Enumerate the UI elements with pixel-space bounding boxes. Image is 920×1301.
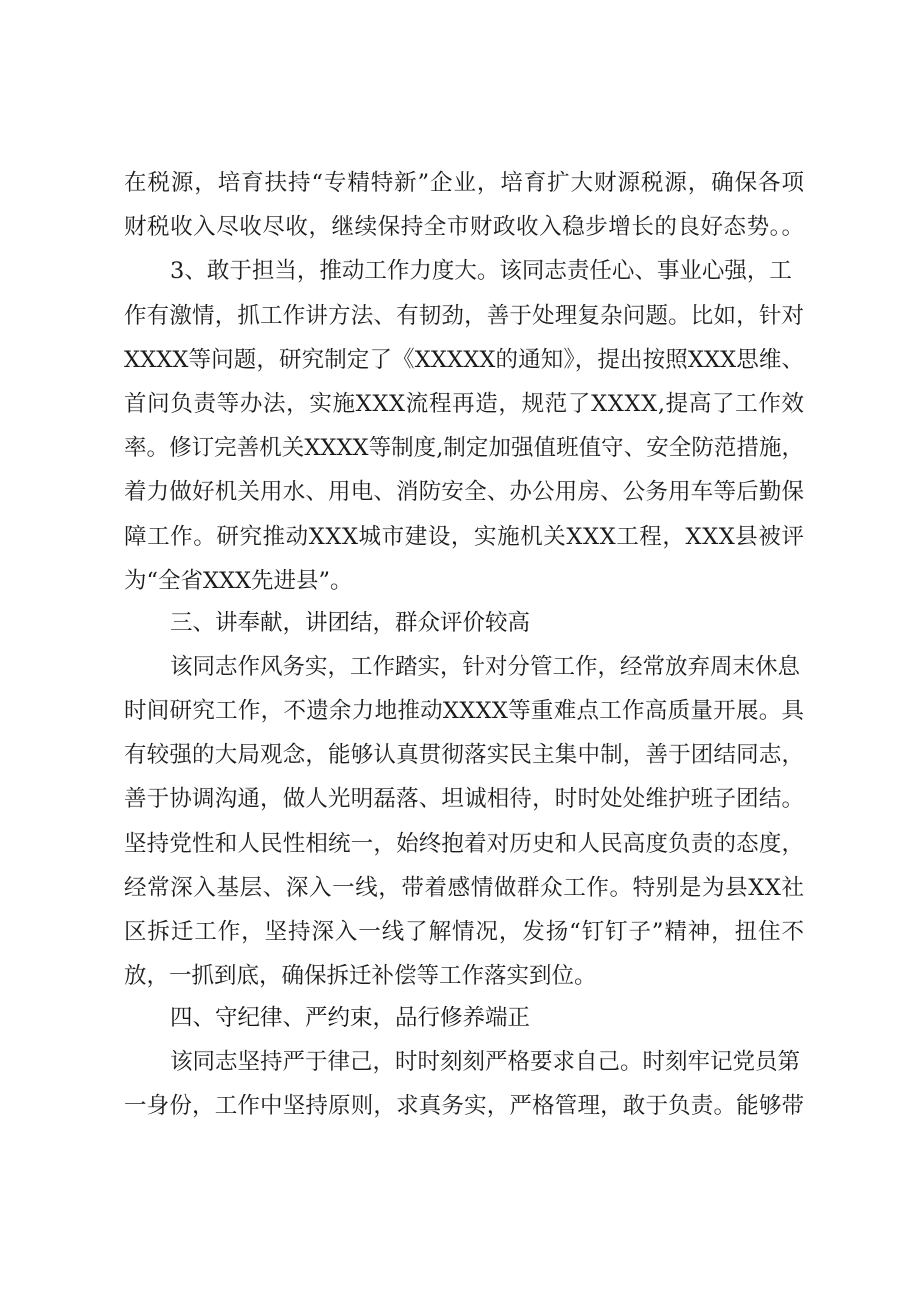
body-line: 财税收入尽收尽收，继续保持全市财政收入稳步增长的良好态势。。 [124, 214, 805, 240]
body-line: 为“全省XXX先进县”。 [124, 568, 353, 594]
body-line: 着力做好机关用水、用电、消防安全、办公用房、公务用车等后勤保 [124, 479, 805, 505]
body-line: 该同志作风务实，工作踏实，针对分管工作，经常放弃周末休息 [170, 654, 801, 680]
body-line: 时间研究工作，不遗余力地推动XXXX等重难点工作高质量开展。具 [124, 698, 805, 724]
body-line: 放，一抓到底，确保拆迁补偿等工作落实到位。 [124, 963, 597, 989]
body-line: 首问负责等办法，实施XXX流程再造，规范了XXXX,提高了工作效 [124, 391, 805, 417]
body-line: 经常深入基层、深入一线，带着感情做群众工作。特别是为县XX社 [124, 875, 805, 901]
section-heading-4: 四、守纪律、严约束，品行修养端正 [170, 1005, 531, 1031]
body-line: 该同志坚持严于律己，时时刻刻严格要求自己。时刻牢记党员第 [170, 1049, 801, 1075]
body-line: 区拆迁工作，坚持深入一线了解情况，发扬“钉钉子”精神，扭住不 [124, 919, 805, 945]
body-line: 善于协调沟通，做人光明磊落、坦诚相待，时时处处维护班子团结。 [124, 786, 805, 812]
body-line: 在税源，培育扶持“专精特新”企业，培育扩大财源税源，确保各项 [124, 170, 805, 196]
body-line: 有较强的大局观念，能够认真贯彻落实民主集中制，善于团结同志， [124, 742, 805, 768]
section-heading-3: 三、讲奉献，讲团结，群众评价较高 [170, 610, 531, 636]
body-line: XXXX等问题，研究制定了《XXXXX的通知》，提出按照XXX思维、 [124, 347, 805, 373]
body-line: 作有激情，抓工作讲方法、有韧劲，善于处理复杂问题。比如，针对 [124, 303, 805, 329]
body-line: 率。修订完善机关XXXX等制度,制定加强值班值守、安全防范措施， [124, 435, 805, 461]
body-line: 3、敢于担当，推动工作力度大。该同志责任心、事业心强，工 [170, 258, 792, 284]
body-line: 坚持党性和人民性相统一，始终抱着对历史和人民高度负责的态度， [124, 831, 805, 857]
body-line: 一身份，工作中坚持原则，求真务实，严格管理，敢于负责。能够带 [124, 1093, 805, 1119]
body-line: 障工作。研究推动XXX城市建设，实施机关XXX工程，XXX县被评 [124, 524, 805, 550]
